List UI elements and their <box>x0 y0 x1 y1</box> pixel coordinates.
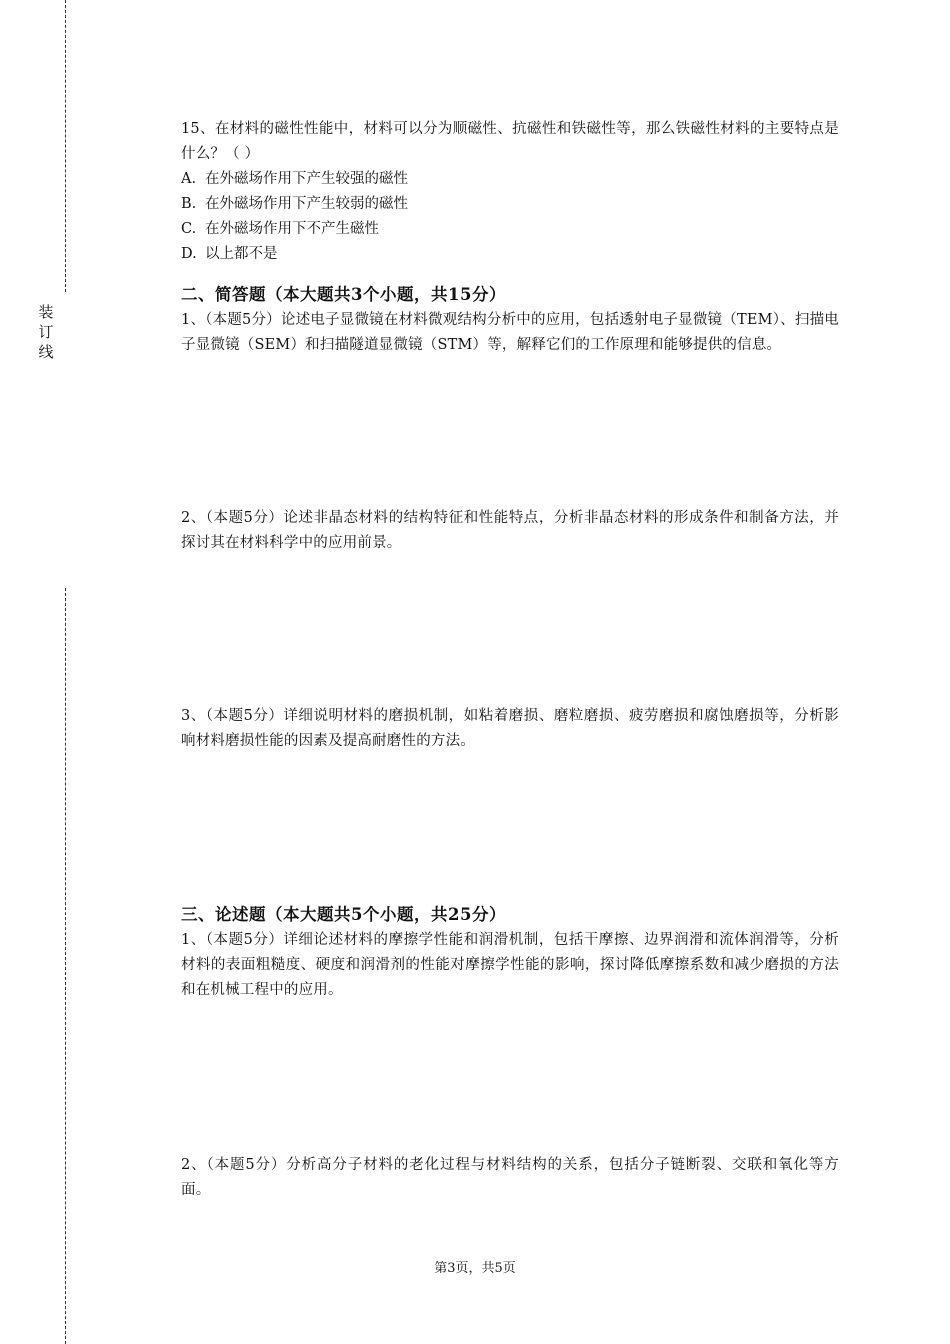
section-2-question-1: 1、（本题5分）论述电子显微镜在材料微观结构分析中的应用，包括透射电子显微镜（TEM）、扫描电子显微镜（SEM）和扫描隧道显微镜（STM）等，解释它们的工作原理和能够提供的信息。 <box>181 312 839 353</box>
section-3-question-1: 1、（本题5分）详细论述材料的摩擦学性能和润滑机制，包括干摩擦、边界润滑和流体润滑等，分析材料的表面粗糙度、硬度和润滑剂的性能对摩擦学性能的影响，探讨降低摩擦系数和减少磨损的方法和在机械工程中的应用。 <box>181 932 839 998</box>
section-2-title: 二、简答题（本大题共3个小题，共15分） <box>181 285 506 304</box>
exam-content <box>181 117 839 1203</box>
option-letter: C. <box>181 221 197 237</box>
option-d <box>181 242 839 267</box>
binding-dashed-line-bottom <box>65 588 66 1344</box>
page-number: 第3页，共5页 <box>434 1261 516 1276</box>
option-text: 在外磁场作用下产生较强的磁性 <box>205 171 408 187</box>
option-text: 在外磁场作用下不产生磁性 <box>205 221 379 237</box>
option-letter: A. <box>181 171 197 187</box>
option-b <box>181 192 839 217</box>
option-text: 以上都不是 <box>205 246 278 262</box>
section-2-question-2: 2、（本题5分）论述非晶态材料的结构特征和性能特点，分析非晶态材料的形成条件和制备方法，并探讨其在材料科学中的应用前景。 <box>181 510 839 551</box>
section-2-question-3: 3、（本题5分）详细说明材料的磨损机制，如粘着磨损、磨粒磨损、疲劳磨损和腐蚀磨损等，分析影响材料磨损性能的因素及提高耐磨性的方法。 <box>181 708 839 749</box>
binding-label <box>38 302 54 362</box>
section-3-question-2: 2、（本题5分）分析高分子材料的老化过程与材料结构的关系，包括分子链断裂、交联和氧化等方面。 <box>181 1157 839 1198</box>
option-text: 在外磁场作用下产生较弱的磁性 <box>205 196 408 212</box>
section-3-title: 三、论述题（本大题共5个小题，共25分） <box>181 905 506 924</box>
binding-dashed-line-top <box>65 0 66 292</box>
option-letter: D. <box>181 246 197 262</box>
question-15-text: 15、在材料的磁性性能中，材料可以分为顺磁性、抗磁性和铁磁性等，那么铁磁性材料的主要特点是什么？（ ） <box>181 121 839 162</box>
option-a <box>181 167 839 192</box>
binding-label-char: 装 <box>38 303 54 321</box>
binding-label-char: 订 <box>38 323 54 341</box>
option-c <box>181 217 839 242</box>
binding-label-char: 线 <box>38 343 54 361</box>
option-letter: B. <box>181 196 197 212</box>
